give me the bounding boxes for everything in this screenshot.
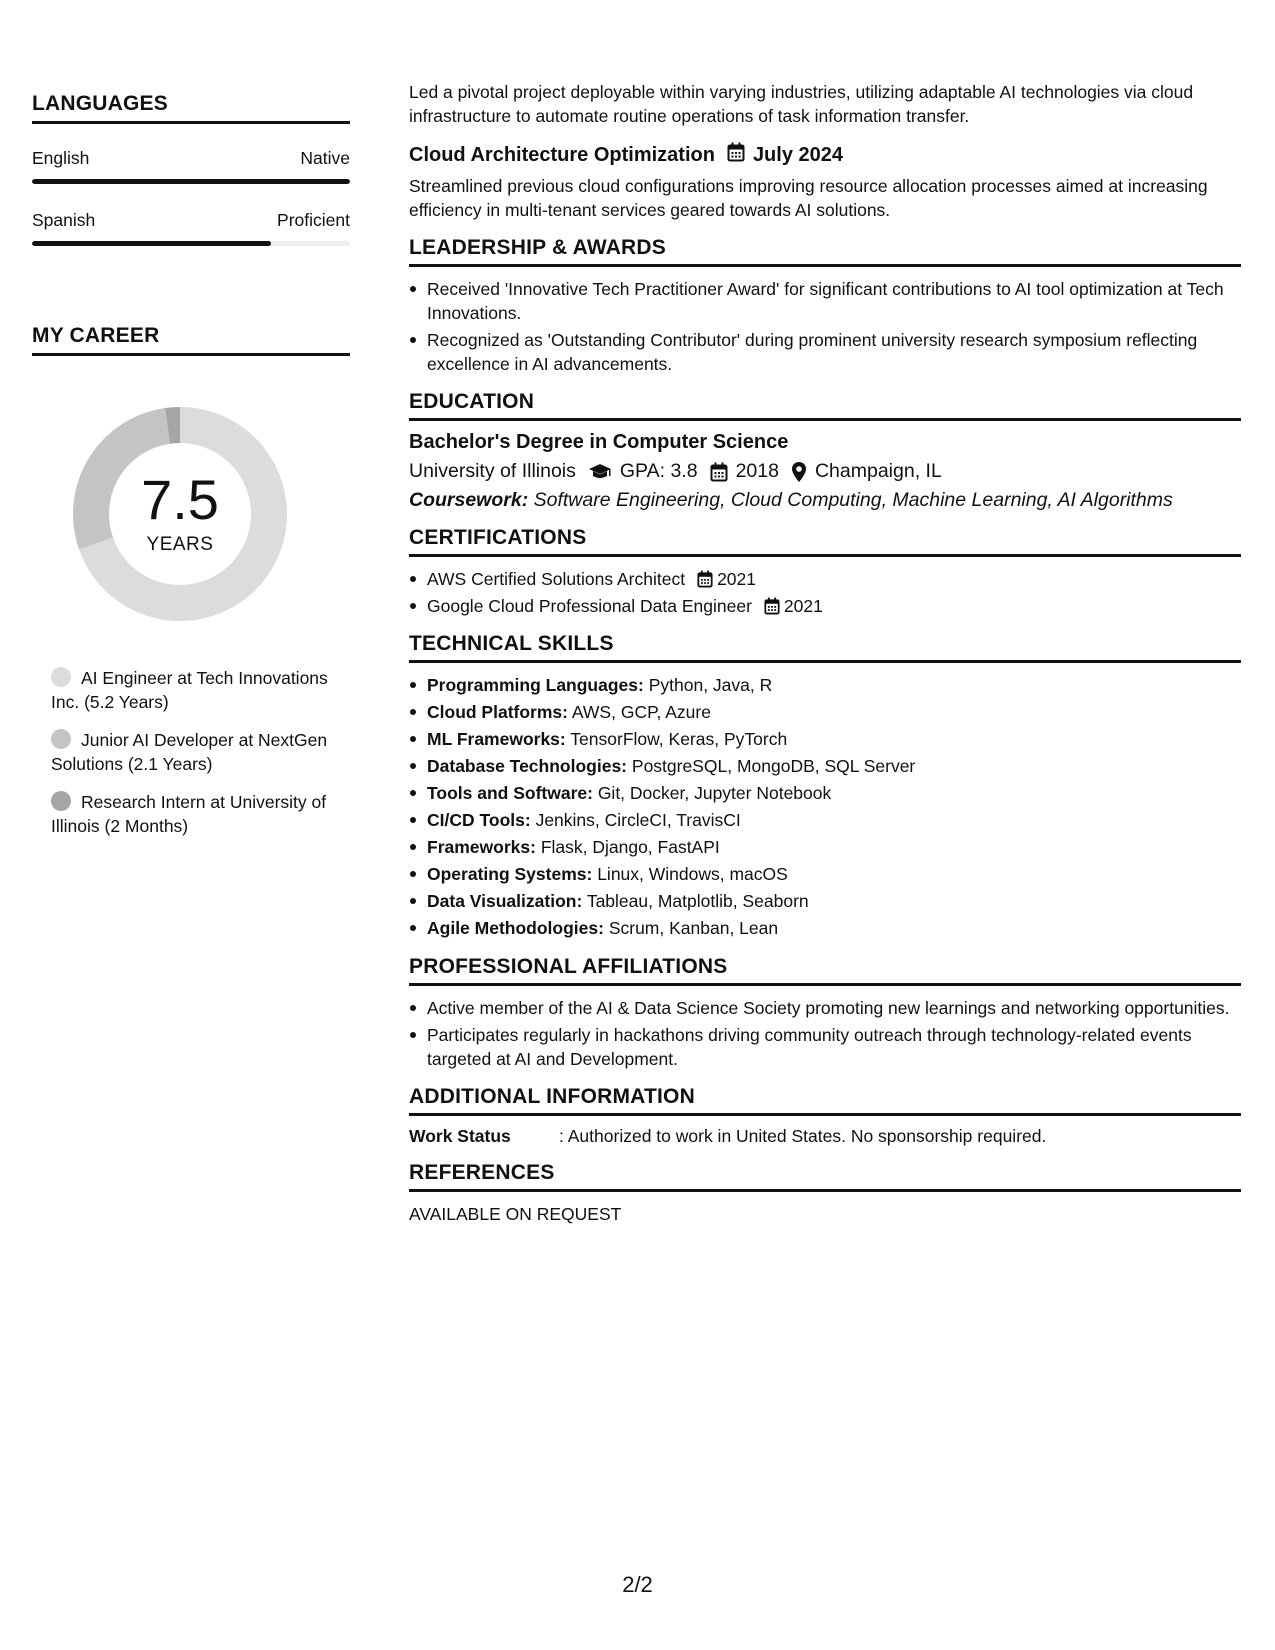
skill-item — [409, 862, 1241, 887]
skills-heading: TECHNICAL SKILLS — [409, 632, 1241, 663]
coursework-list: Software Engineering, Cloud Computing, Machine Learning, AI Algorithms — [533, 489, 1173, 511]
list-item: Recognized as 'Outstanding Contributor' during prominent university research symposium reflecting excellence in AI advancements. — [409, 328, 1241, 376]
skill-item — [409, 727, 1241, 752]
leadership-list — [409, 277, 1241, 376]
coursework-label: Coursework: — [409, 489, 529, 511]
education-location: Champaign, IL — [814, 460, 942, 482]
language-bar-english — [32, 179, 350, 184]
leadership-heading: LEADERSHIP & AWARDS — [409, 236, 1241, 267]
project-title-row — [409, 142, 1241, 168]
work-status-row — [409, 1126, 1241, 1147]
skill-label: Operating Systems: — [427, 864, 593, 884]
skill-label: Cloud Platforms: — [427, 702, 568, 722]
languages-heading: LANGUAGES — [32, 92, 350, 124]
skill-value: TensorFlow, Keras, PyTorch — [570, 729, 788, 749]
affiliations-list — [409, 996, 1241, 1071]
list-item: Active member of the AI & Data Science Society promoting new learnings and networking opportunities. — [409, 996, 1241, 1020]
career-years-unit: YEARS — [146, 534, 214, 555]
references-text: AVAILABLE ON REQUEST — [409, 1204, 622, 1224]
legend-item — [51, 666, 341, 714]
skill-item — [409, 889, 1241, 914]
skill-value: Git, Docker, Jupyter Notebook — [597, 783, 832, 803]
skill-label: Programming Languages: — [427, 675, 644, 695]
list-item — [409, 567, 1241, 591]
language-bar-fill — [32, 179, 350, 184]
calendar-icon — [710, 462, 728, 482]
list-item — [409, 594, 1241, 618]
project-date: July 2024 — [752, 143, 844, 166]
skill-item — [409, 808, 1241, 833]
skill-label: Agile Methodologies: — [427, 918, 604, 938]
language-level: Proficient — [277, 210, 350, 230]
education-coursework — [409, 489, 1241, 512]
language-bar-fill — [32, 241, 271, 246]
skill-value: Flask, Django, FastAPI — [540, 837, 720, 857]
skill-value: Scrum, Kanban, Lean — [608, 918, 779, 938]
education-details — [409, 460, 1241, 483]
language-row-spanish — [32, 210, 350, 231]
cert-year: 2021 — [717, 569, 757, 589]
career-total-years: 7.5 — [141, 468, 219, 531]
legend-item — [51, 790, 341, 838]
skill-label: Frameworks: — [427, 837, 536, 857]
calendar-icon — [697, 570, 713, 588]
project-description: Streamlined previous cloud configurations improving resource allocation processes aimed at increasing efficiency in multi-tenant services geared towards AI solutions. — [409, 176, 1208, 220]
list-item: Received 'Innovative Tech Practitioner Award' for significant contributions to AI tool optimization at Tech Innovations. — [409, 277, 1241, 325]
graduation-cap-icon — [588, 463, 612, 481]
legend-dot-icon — [51, 729, 71, 749]
skill-item — [409, 916, 1241, 941]
language-row-english — [32, 148, 350, 169]
cert-year: 2021 — [783, 596, 823, 616]
skill-item — [409, 781, 1241, 806]
skill-label: Tools and Software: — [427, 783, 593, 803]
calendar-icon — [764, 597, 780, 615]
donut-center — [66, 400, 294, 628]
skill-label: Data Visualization: — [427, 891, 583, 911]
education-heading: EDUCATION — [409, 390, 1241, 421]
skill-value: Linux, Windows, macOS — [597, 864, 788, 884]
project-intro: Led a pivotal project deployable within varying industries, utilizing adaptable AI technologies via cloud infrastructure to automate routine operations of task information transfer. — [409, 82, 1194, 126]
skill-value: AWS, GCP, Azure — [571, 702, 711, 722]
left-column — [32, 92, 350, 852]
location-pin-icon — [791, 461, 807, 483]
language-name: Spanish — [32, 210, 96, 230]
career-donut-chart — [66, 400, 294, 628]
work-status-label: Work Status — [409, 1126, 511, 1146]
project-title: Cloud Architecture Optimization — [409, 143, 715, 166]
work-status-value: : Authorized to work in United States. No sponsorship required. — [559, 1126, 1047, 1146]
page-number: 2/2 — [622, 1572, 653, 1597]
skill-item — [409, 673, 1241, 698]
skill-value: Jenkins, CircleCI, TravisCI — [535, 810, 741, 830]
language-level: Native — [300, 148, 350, 168]
affiliations-heading: PROFESSIONAL AFFILIATIONS — [409, 955, 1241, 986]
education-school: University of Illinois — [409, 460, 576, 482]
legend-item — [51, 728, 341, 776]
cert-name: AWS Certified Solutions Architect — [427, 569, 686, 589]
education-gpa: GPA: 3.8 — [619, 460, 698, 482]
skill-label: CI/CD Tools: — [427, 810, 531, 830]
skill-value: Tableau, Matplotlib, Seaborn — [586, 891, 809, 911]
skill-item — [409, 835, 1241, 860]
career-legend — [51, 666, 350, 838]
skill-label: Database Technologies: — [427, 756, 628, 776]
skill-label: ML Frameworks: — [427, 729, 566, 749]
skills-list — [409, 673, 1241, 941]
cert-name: Google Cloud Professional Data Engineer — [427, 596, 752, 616]
skill-item — [409, 754, 1241, 779]
legend-text: Research Intern at University of Illinois (2 Months) — [51, 792, 327, 836]
certifications-heading: CERTIFICATIONS — [409, 526, 1241, 557]
language-name: English — [32, 148, 90, 168]
language-bar-spanish — [32, 241, 350, 246]
legend-dot-icon — [51, 667, 71, 687]
skill-value: Python, Java, R — [648, 675, 773, 695]
certifications-list — [409, 567, 1241, 618]
legend-text: AI Engineer at Tech Innovations Inc. (5.2 Years) — [51, 668, 328, 712]
legend-dot-icon — [51, 791, 71, 811]
right-column — [409, 80, 1241, 1225]
calendar-icon — [727, 142, 745, 168]
skill-item — [409, 700, 1241, 725]
legend-text: Junior AI Developer at NextGen Solutions (2.1 Years) — [51, 730, 328, 774]
skill-value: PostgreSQL, MongoDB, SQL Server — [631, 756, 916, 776]
career-heading: MY CAREER — [32, 324, 350, 356]
education-year: 2018 — [735, 460, 779, 482]
list-item: Participates regularly in hackathons driving community outreach through technology-related events targeted at AI and Development. — [409, 1023, 1241, 1071]
references-heading: REFERENCES — [409, 1161, 1241, 1192]
education-degree: Bachelor's Degree in Computer Science — [409, 431, 789, 453]
additional-info-heading: ADDITIONAL INFORMATION — [409, 1085, 1241, 1116]
